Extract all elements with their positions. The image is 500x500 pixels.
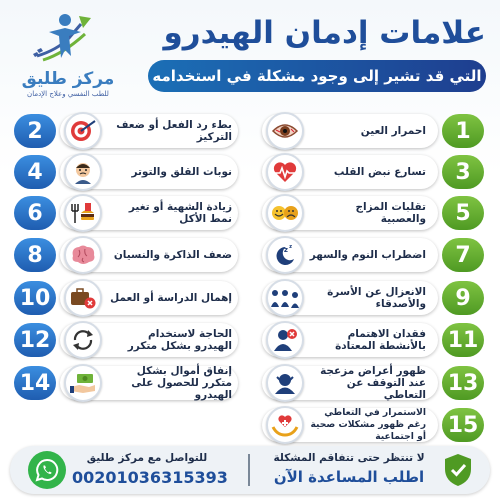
- cta-headline[interactable]: اطلب المساعدة الآن: [273, 468, 425, 486]
- sign-card: [60, 196, 238, 230]
- sign-card: [262, 155, 438, 189]
- sign-card: [262, 323, 438, 357]
- sign-text: إنفاق أموال بشكل متكرر للحصول على الهيدرو: [131, 365, 232, 401]
- distress-icon: [266, 364, 304, 402]
- person-rising-icon: [29, 10, 107, 68]
- sign-number: 3: [442, 155, 484, 189]
- sign-card: [60, 155, 238, 189]
- health-care-icon: [266, 406, 304, 444]
- sign-text: الانعزال عن الأسرة والأصدقاء: [327, 286, 426, 310]
- sign-number: 7: [442, 238, 484, 272]
- sign-text: اضطراب النوم والسهر: [309, 249, 426, 261]
- sign-number: 5: [442, 196, 484, 230]
- sign-card: [60, 366, 238, 400]
- sign-number: 9: [442, 281, 484, 315]
- sign-card: [60, 323, 238, 357]
- sign-card: [262, 281, 438, 315]
- money-hand-icon: [64, 364, 102, 402]
- page-subtitle: التي قد تشير إلى وجود مشكلة في استخدامه: [148, 60, 486, 92]
- sign-text: إهمال الدراسة أو العمل: [110, 292, 232, 304]
- fast-food-icon: [64, 194, 102, 232]
- sign-number: 13: [442, 366, 484, 400]
- sign-text: تسارع نبض القلب: [333, 166, 426, 178]
- sign-card: [60, 281, 238, 315]
- logo-tagline: للطب النفسي وعلاج الإدمان: [27, 90, 109, 98]
- page-title: علامات إدمان الهيدرو: [163, 15, 486, 51]
- sign-text: احمرار العين: [360, 125, 426, 137]
- sign-number: 10: [14, 281, 56, 315]
- svg-text:z: z: [283, 246, 288, 254]
- sign-number: 11: [442, 323, 484, 357]
- sign-text: فقدان الاهتمام بالأنشطة المعتادة: [335, 328, 426, 352]
- svg-text:z: z: [289, 244, 292, 250]
- cta-subtext: لا تنتظر حتى تتفاقم المشكلة: [273, 452, 425, 464]
- sign-number: 1: [442, 114, 484, 148]
- heartbeat-icon: [266, 153, 304, 191]
- brain-target-icon: [64, 112, 102, 150]
- sign-number: 8: [14, 238, 56, 272]
- briefcase-cancel-icon: [64, 279, 102, 317]
- contact-label: للتواصل مع مركز طليق: [86, 452, 208, 464]
- phone-number[interactable]: 00201036315393: [72, 468, 228, 487]
- shield-check-icon: [438, 450, 478, 490]
- sign-card: [262, 114, 438, 148]
- sign-card: [262, 238, 438, 272]
- sign-text: تقلبات المزاج والعصبية: [355, 201, 426, 225]
- moon-sleep-icon: [266, 236, 304, 274]
- mood-swing-icon: [266, 194, 304, 232]
- sign-text: الحاجة لاستخدام الهيدرو بشكل متكرر: [127, 328, 232, 352]
- sign-number: 4: [14, 155, 56, 189]
- sign-number: 15: [442, 408, 484, 442]
- logo: [12, 10, 124, 112]
- repeat-icon: [64, 321, 102, 359]
- sign-card: [60, 114, 238, 148]
- isolation-icon: [266, 279, 304, 317]
- sign-text: ظهور أعراض مزعجة عند التوقف عن التعاطي: [320, 365, 426, 401]
- anxious-face-icon: [64, 153, 102, 191]
- sign-number: 12: [14, 323, 56, 357]
- footer-divider: [248, 454, 250, 486]
- sign-text: زيادة الشهية أو تغير نمط الأكل: [128, 201, 232, 225]
- person-cancel-icon: [266, 321, 304, 359]
- footer-bar: [10, 446, 490, 494]
- sign-number: 2: [14, 114, 56, 148]
- sign-text: ضعف الذاكرة والنسيان: [113, 249, 232, 261]
- sign-text: نوبات القلق والتوتر: [131, 166, 232, 178]
- whatsapp-icon[interactable]: [28, 451, 66, 489]
- logo-name: مركز طليق: [21, 69, 115, 89]
- sign-card: [60, 238, 238, 272]
- sign-card: [262, 366, 438, 400]
- sign-number: 6: [14, 196, 56, 230]
- sign-text: بطء رد الفعل أو ضعف التركيز: [116, 119, 232, 143]
- sign-card: [262, 196, 438, 230]
- sign-card: [262, 408, 438, 442]
- eye-icon: [266, 112, 304, 150]
- brain-icon: [64, 236, 102, 274]
- sign-text: الاستمرار في التعاطي رغم ظهور مشكلات صحية أو اجتماعية: [310, 407, 426, 442]
- sign-number: 14: [14, 366, 56, 400]
